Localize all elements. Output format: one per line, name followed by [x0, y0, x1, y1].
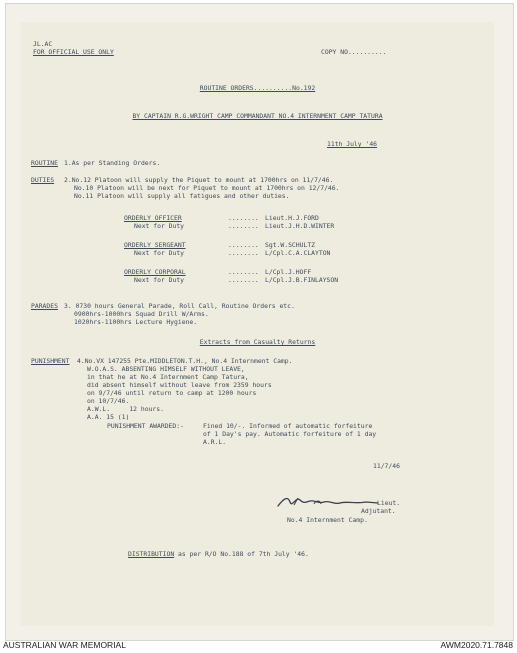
duty-leader: ........	[228, 241, 259, 249]
scan-sheet	[5, 3, 514, 641]
doc-subtitle: BY CAPTAIN R.G.WRIGHT CAMP COMMANDANT NO.4 INTERNMENT CAMP TATURA	[132, 112, 383, 120]
doc-ref: JL.AC	[33, 40, 53, 48]
duty-role: ORDERLY SERGEANT	[124, 241, 186, 249]
punishment-awarded-line: Fined 10/-. Informed of automatic forfeiture	[203, 422, 373, 430]
punishment-line: did absent himself without leave from 2359 hours	[87, 381, 272, 389]
duty-name: L/Cpl.J.HOFF	[265, 268, 312, 276]
doc-date: 11th July '46	[327, 140, 378, 148]
sign-date: 11/7/46	[373, 462, 400, 470]
duty-leader: ........	[228, 276, 259, 284]
parades-heading: PARADES	[31, 302, 58, 310]
footer-accession-number: AWM2020.71.7848	[440, 640, 513, 650]
duty-next: L/Cpl.J.B.FINLAYSON	[265, 276, 339, 284]
duty-role: ORDERLY CORPORAL	[124, 268, 186, 276]
classification: FOR OFFICIAL USE ONLY	[33, 48, 114, 56]
document-page	[21, 22, 494, 626]
duty-leader: ........	[228, 222, 259, 230]
duty-leader: ........	[228, 268, 259, 276]
punishment-line: on 10/7/46.	[87, 397, 130, 405]
duties-line: No.10 Platoon will be next for Piquet to mount at 1700hrs on 12/7/46.	[74, 184, 340, 192]
parades-line: 3. 0730 hours General Parade, Roll Call, Routine Orders etc.	[64, 302, 295, 310]
duty-next-label: Next for Duty	[134, 276, 185, 284]
parades-line: 0900hrs-1000hrs Squad Drill W/Arms.	[74, 310, 209, 318]
routine-text: 1.As per Standing Orders.	[64, 159, 161, 167]
punishment-line: A.A. 15 (1)	[87, 413, 130, 421]
duty-next: L/Cpl.C.A.CLAYTON	[265, 249, 331, 257]
duties-line: 2.No.12 Platoon will supply the Piquet to mount at 1700hrs on 11/7/46.	[64, 176, 334, 184]
parades-line: 1020hrs-1100hrs Lecture Hygiene.	[74, 318, 198, 326]
duties-line: No.11 Platoon will supply all fatigues and other duties.	[74, 192, 290, 200]
duty-name: Lieut.H.J.FORD	[265, 214, 319, 222]
punishment-line: W.O.A.S. ABSENTING HIMSELF WITHOUT LEAVE,	[87, 365, 245, 373]
duty-leader: ........	[228, 249, 259, 257]
duty-next: Lieut.J.H.D.WINTER	[265, 222, 335, 230]
routine-heading: ROUTINE	[31, 159, 58, 167]
duty-name: Sgt.W.SCHULTZ	[265, 241, 316, 249]
signature-line: Lieut.	[377, 499, 401, 507]
punishment-awarded-line: A.R.L.	[203, 438, 227, 446]
punishment-awarded-line: of 1 Day's pay. Automatic forfeiture of 1 day	[203, 430, 377, 438]
copy-number: COPY NO..........	[321, 48, 387, 56]
duty-next-label: Next for Duty	[134, 222, 185, 230]
duty-role: ORDERLY OFFICER	[124, 214, 182, 222]
duty-leader: ........	[228, 214, 259, 222]
punishment-line: on 9/7/46 until return to camp at 1200 hours	[87, 389, 257, 397]
punishment-heading: PUNISHMENT	[31, 357, 70, 365]
punishment-line: 4.No.VX 147255 Pte.MIDDLETON.T.H., No.4 Internment Camp.	[77, 357, 293, 365]
punishment-line: A.W.L. 12 hours.	[87, 405, 164, 413]
distribution: DISTRIBUTION as per R/O No.188 of 7th July '46.	[128, 550, 309, 558]
punishment-line: in that he at No.4 Internment Camp Tatura,	[87, 373, 249, 381]
signature-line: No.4 Internment Camp.	[287, 516, 368, 524]
extracts-heading: Extracts from Casualty Returns	[199, 338, 316, 346]
duty-next-label: Next for Duty	[134, 249, 185, 257]
duties-heading: DUTIES	[31, 176, 55, 184]
signature-line: Adjutant.	[361, 507, 396, 515]
doc-title: ROUTINE ORDERS..........No.192	[199, 84, 316, 92]
footer-source: AUSTRALIAN WAR MEMORIAL	[3, 640, 126, 650]
punishment-awarded-label: PUNISHMENT AWARDED:-	[107, 422, 184, 430]
